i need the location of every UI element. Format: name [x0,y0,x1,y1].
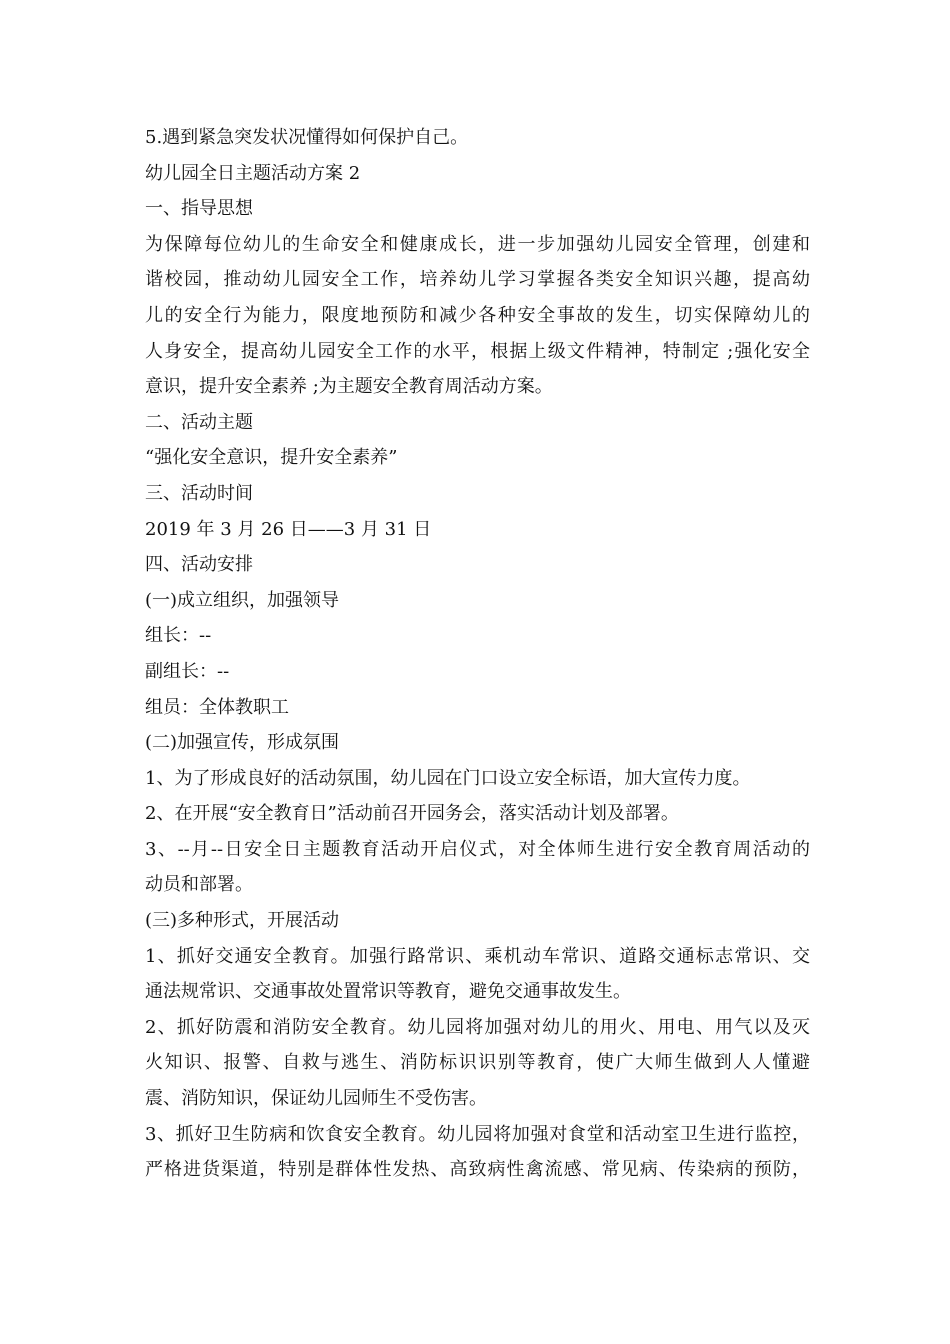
text-line: 四、活动安排 [145,554,253,576]
text-line: 一、指导思想 [145,198,253,220]
text-line: (三)多种形式，开展活动 [145,910,340,932]
text-line: 动员和部署。 [145,874,253,896]
text-line: 1、抓好交通安全教育。加强行路常识、乘机动车常识、道路交通标志常识、交 [145,945,810,967]
text-line: 三、活动时间 [145,482,253,504]
text-line: 3、--月--日安全日主题教育活动开启仪式，对全体师生进行安全教育周活动的 [145,838,810,860]
text-line: 2019 年 3 月 26 日——3 月 31 日 [145,518,432,540]
text-line: 2、抓好防震和消防安全教育。幼儿园将加强对幼儿的用火、用电、用气以及灭 [145,1016,810,1038]
document-page [145,120,810,1188]
text-line: 火知识、报警、自救与逃生、消防标识识别等教育，使广大师生做到人人懂避 [145,1052,810,1074]
text-line: 严格进货渠道，特别是群体性发热、高致病性禽流感、常见病、传染病的预防， [145,1159,810,1181]
text-line: 2、在开展“安全教育日”活动前召开园务会，落实活动计划及部署。 [145,803,679,825]
text-line: 幼儿园全日主题活动方案 2 [145,162,361,184]
text-line: 5.遇到紧急突发状况懂得如何保护自己。 [145,127,469,148]
text-line: (二)加强宣传，形成氛围 [145,732,340,754]
text-line: 3、抓好卫生防病和饮食安全教育。幼儿园将加强对食堂和活动室卫生进行监控， [145,1123,810,1145]
text-line: 组员：全体教职工 [145,696,289,718]
text-line: 组长：-- [145,625,212,647]
text-line: 谐校园，推动幼儿园安全工作，培养幼儿学习掌握各类安全知识兴趣，提高幼 [145,269,810,291]
text-line: 1、为了形成良好的活动氛围，幼儿园在门口设立安全标语，加大宣传力度。 [145,767,751,789]
text-line: 意识，提升安全素养 ;为主题安全教育周活动方案。 [145,376,553,398]
text-line: 人身安全，提高幼儿园安全工作的水平，根据上级文件精神，特制定 ;强化安全 [145,340,810,362]
text-line: “强化安全意识，提升安全素养” [145,447,398,469]
text-line: (一)成立组织，加强领导 [145,589,340,611]
text-line: 二、活动主题 [145,411,253,433]
text-line: 为保障每位幼儿的生命安全和健康成长，进一步加强幼儿园安全管理，创建和 [145,233,810,255]
text-line: 通法规常识、交通事故处置常识等教育，避免交通事故发生。 [145,981,631,1003]
text-line: 副组长：-- [145,660,230,682]
text-line: 儿的安全行为能力，限度地预防和减少各种安全事故的发生，切实保障幼儿的 [145,304,810,326]
text-line: 震、消防知识，保证幼儿园师生不受伤害。 [145,1088,487,1110]
